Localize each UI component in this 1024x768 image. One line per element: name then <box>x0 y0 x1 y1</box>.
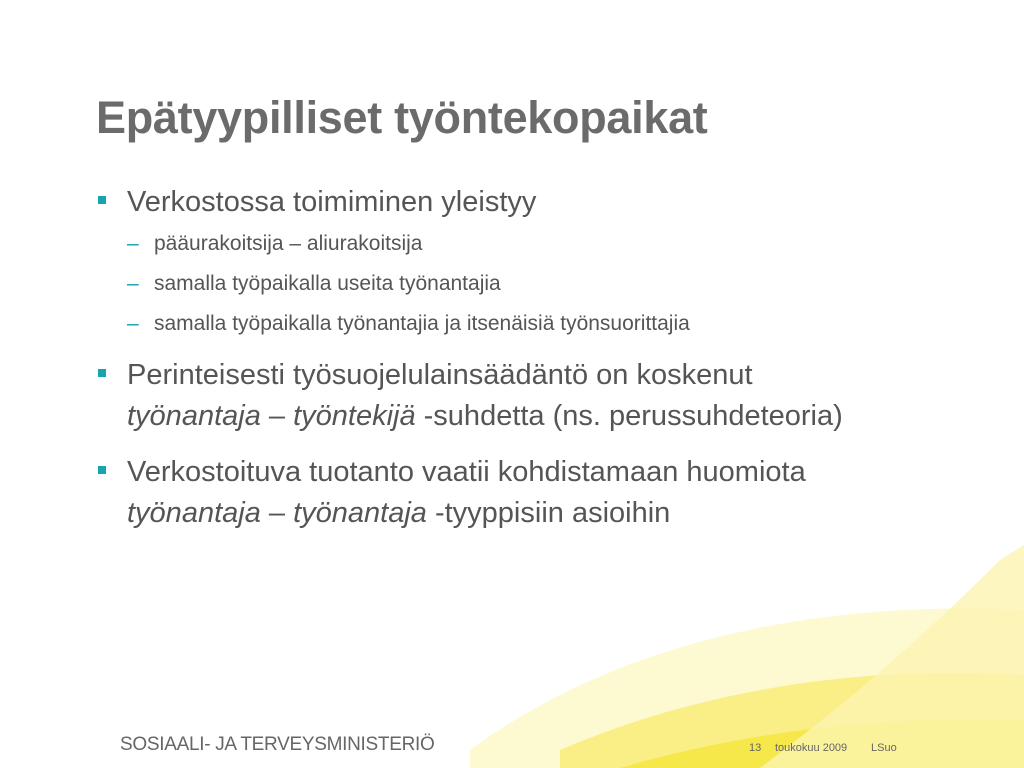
dash-bullet-icon: – <box>127 312 139 335</box>
bullet-dash: – <box>260 497 294 529</box>
bullet-item <box>96 355 976 437</box>
dash-bullet-icon: – <box>127 232 139 255</box>
bullet-item <box>96 452 976 534</box>
sub-bullet-text: samalla työpaikalla työnantajia ja itsenäisiä työnsuorittajia <box>154 312 690 335</box>
square-bullet-icon <box>98 369 106 377</box>
page-number: 13 <box>749 742 762 754</box>
bullet-italic-term: työntekijä <box>293 400 416 432</box>
bullet-text: Verkostoituva tuotanto vaatii kohdistamaan huomiota <box>127 456 806 488</box>
bullet-italic-term: työnantaja <box>293 497 427 529</box>
sub-bullet-item <box>96 269 976 299</box>
ministry-logo: SOSIAALI- JA TERVEYSMINISTERIÖ <box>120 734 435 755</box>
bullet-item <box>96 182 976 223</box>
bullet-text: Verkostossa toimiminen yleistyy <box>127 186 537 218</box>
square-bullet-icon <box>98 196 106 204</box>
sub-bullet-item <box>96 229 976 259</box>
sub-bullet-text: pääurakoitsija – aliurakoitsija <box>154 232 423 255</box>
bullet-dash: – <box>260 400 294 432</box>
bullet-text-tail: -tyyppisiin asioihin <box>426 497 671 529</box>
slide-title: Epätyypilliset työntekopaikat <box>96 92 708 143</box>
square-bullet-icon <box>98 466 106 474</box>
footer-author: LSuo <box>871 742 897 754</box>
bullet-list <box>96 182 976 542</box>
footer-date: toukokuu 2009 <box>775 742 848 754</box>
bullet-italic-term: työnantaja <box>127 497 261 529</box>
dash-bullet-icon: – <box>127 272 139 295</box>
bullet-italic-term: työnantaja <box>127 400 261 432</box>
sub-bullet-text: samalla työpaikalla useita työnantajia <box>154 272 501 295</box>
sub-bullet-item <box>96 309 976 339</box>
bullet-text: Perinteisesti työsuojelulainsäädäntö on koskenut <box>127 359 753 391</box>
bullet-text-tail: -suhdetta (ns. perussuhdeteoria) <box>415 400 843 432</box>
